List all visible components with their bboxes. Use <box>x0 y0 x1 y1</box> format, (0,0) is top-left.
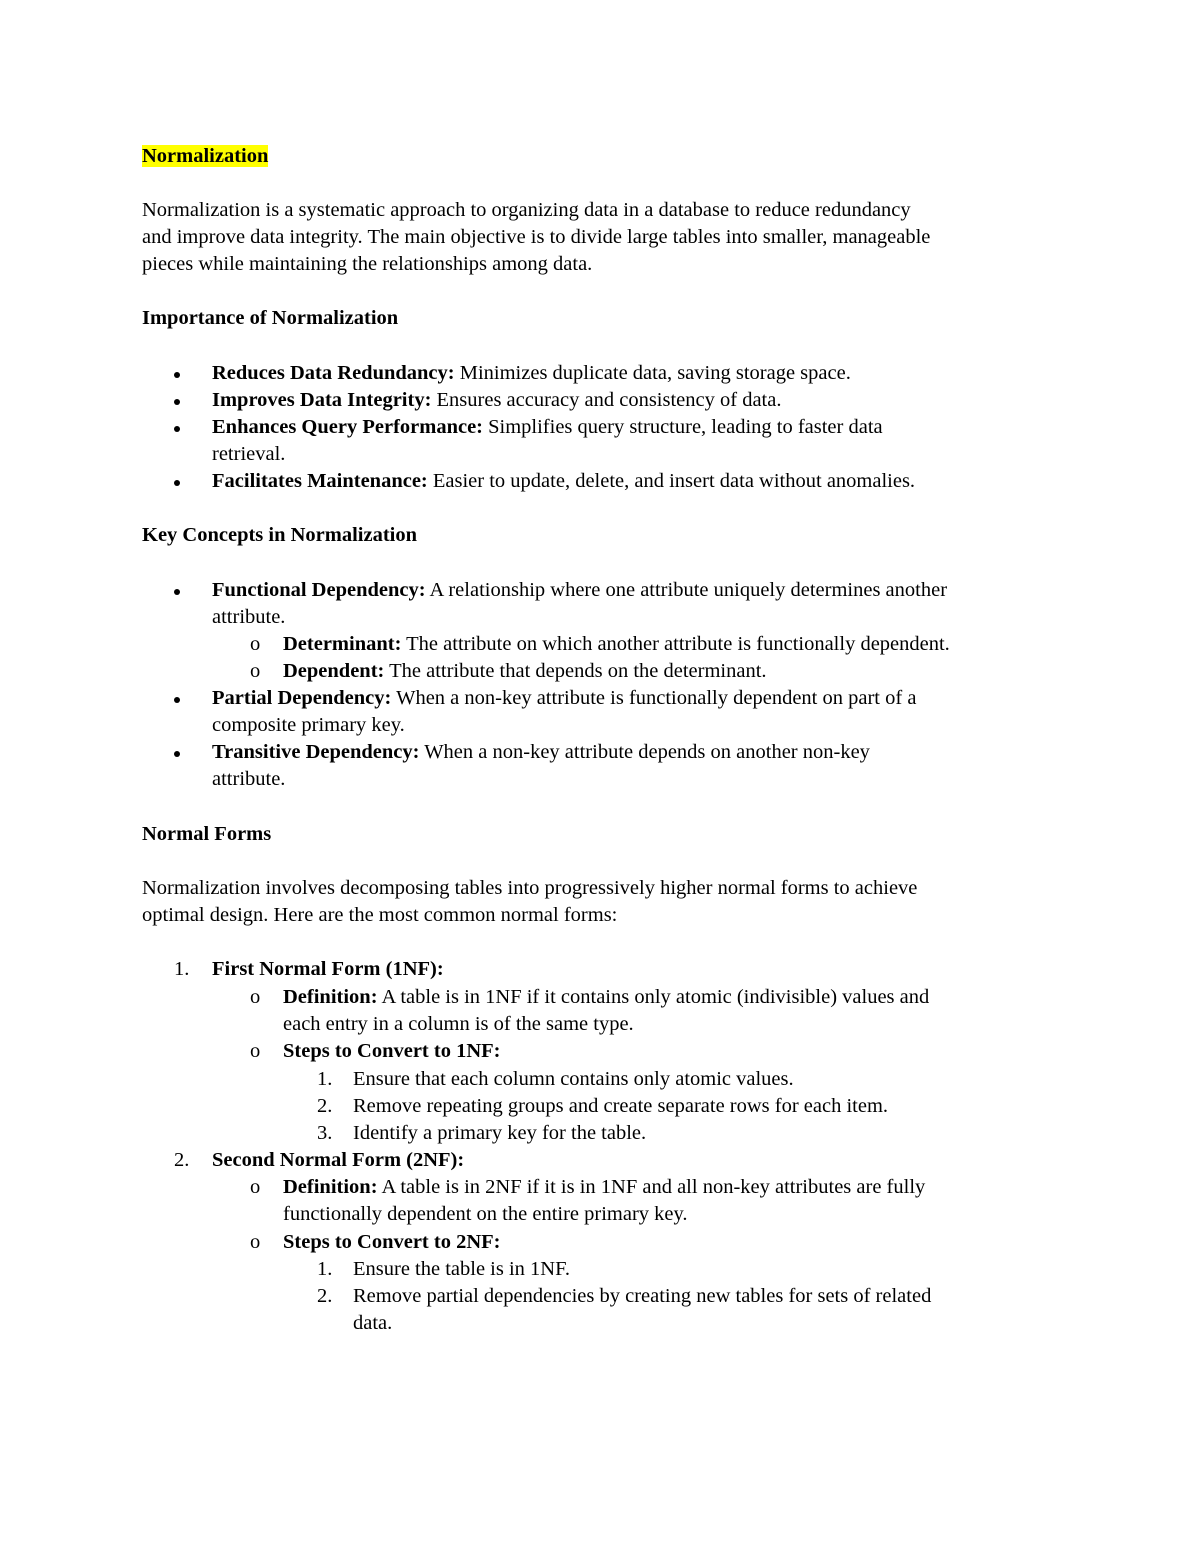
sub-list-item: Steps to Convert to 2NF: <box>283 1231 501 1253</box>
list-number: 1. <box>174 958 190 980</box>
list-item: Facilitates Maintenance: Easier to update, delete, and insert data without anomalies. <box>212 470 916 492</box>
section-heading-importance: Importance of Normalization <box>142 307 399 329</box>
sub-list-item: Steps to Convert to 1NF: <box>283 1040 501 1062</box>
list-item-continuation: composite primary key. <box>212 714 405 736</box>
list-item: Reduces Data Redundancy: Minimizes duplicate data, saving storage space. <box>212 362 851 384</box>
intro-line: and improve data integrity. The main objective is to divide large tables into smaller, manageable <box>142 226 931 248</box>
sub-list-item-continuation: each entry in a column is of the same type. <box>283 1013 634 1035</box>
sub-bullet-icon: o <box>250 633 261 655</box>
list-item: Partial Dependency: When a non-key attribute is functionally dependent on part of a <box>212 687 917 709</box>
bullet-icon <box>174 751 180 757</box>
intro-line: Normalization is a systematic approach to organizing data in a database to reduce redundancy <box>142 199 911 221</box>
sub-bullet-icon: o <box>250 986 261 1008</box>
sub-list-item-continuation: functionally dependent on the entire primary key. <box>283 1203 688 1225</box>
bullet-icon <box>174 426 180 432</box>
step-number: 2. <box>317 1095 333 1117</box>
step-item: Ensure that each column contains only atomic values. <box>353 1068 794 1090</box>
list-item-continuation: attribute. <box>212 768 286 790</box>
sub-bullet-icon: o <box>250 1176 261 1198</box>
step-item: Remove repeating groups and create separate rows for each item. <box>353 1095 889 1117</box>
sub-bullet-icon: o <box>250 1231 261 1253</box>
step-item-continuation: data. <box>353 1312 393 1334</box>
step-number: 2. <box>317 1285 333 1307</box>
bullet-icon <box>174 697 180 703</box>
bullet-icon <box>174 399 180 405</box>
forms-intro-line: Normalization involves decomposing tables into progressively higher normal forms to achieve <box>142 877 918 899</box>
section-heading-concepts: Key Concepts in Normalization <box>142 524 418 546</box>
sub-bullet-icon: o <box>250 1040 261 1062</box>
list-item: Functional Dependency: A relationship where one attribute uniquely determines another <box>212 579 948 601</box>
step-item: Ensure the table is in 1NF. <box>353 1258 570 1280</box>
list-item: Transitive Dependency: When a non-key attribute depends on another non-key <box>212 741 870 763</box>
sub-list-item: Dependent: The attribute that depends on the determinant. <box>283 660 767 682</box>
forms-intro-line: optimal design. Here are the most common normal forms: <box>142 904 618 926</box>
step-number: 1. <box>317 1258 333 1280</box>
step-item: Remove partial dependencies by creating new tables for sets of related <box>353 1285 932 1307</box>
form-title-1nf: First Normal Form (1NF): <box>212 958 444 980</box>
list-item-continuation: attribute. <box>212 606 286 628</box>
list-item: Enhances Query Performance: Simplifies query structure, leading to faster data <box>212 416 883 438</box>
sub-bullet-icon: o <box>250 660 261 682</box>
list-number: 2. <box>174 1149 190 1171</box>
document-title <box>142 143 268 170</box>
sub-list-item: Definition: A table is in 2NF if it is in 1NF and all non-key attributes are fully <box>283 1176 926 1198</box>
step-number: 3. <box>317 1122 333 1144</box>
bullet-icon <box>174 589 180 595</box>
form-title-2nf: Second Normal Form (2NF): <box>212 1149 465 1171</box>
step-number: 1. <box>317 1068 333 1090</box>
bullet-icon <box>174 480 180 486</box>
sub-list-item: Determinant: The attribute on which another attribute is functionally dependent. <box>283 633 950 655</box>
section-heading-forms: Normal Forms <box>142 823 272 845</box>
list-item-continuation: retrieval. <box>212 443 286 465</box>
title-highlight: Normalization <box>142 145 269 167</box>
list-item: Improves Data Integrity: Ensures accuracy and consistency of data. <box>212 389 782 411</box>
intro-line: pieces while maintaining the relationships among data. <box>142 253 593 275</box>
bullet-icon <box>174 372 180 378</box>
step-item: Identify a primary key for the table. <box>353 1122 647 1144</box>
sub-list-item: Definition: A table is in 1NF if it contains only atomic (indivisible) values and <box>283 986 930 1008</box>
